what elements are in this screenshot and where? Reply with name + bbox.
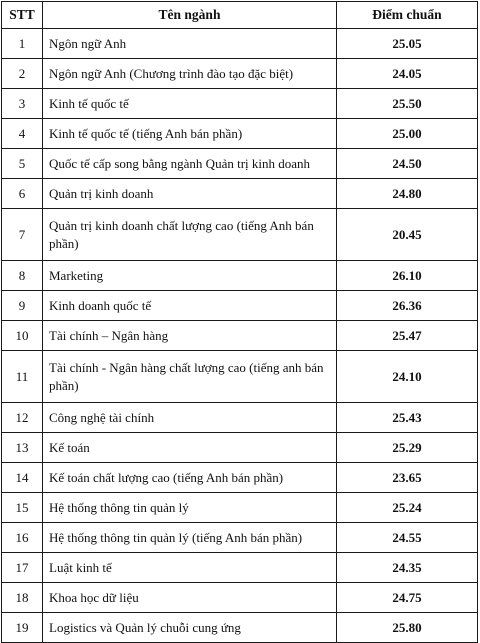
row-major-name: Kinh tế quốc tế [43, 89, 337, 119]
row-major-name: Công nghệ tài chính [43, 403, 337, 433]
row-score: 25.43 [337, 403, 478, 433]
row-major-name: Kế toán [43, 433, 337, 463]
row-score: 20.45 [337, 209, 478, 261]
row-major-name: Kế toán chất lượng cao (tiếng Anh bán phần) [43, 463, 337, 493]
row-major-name: Ngôn ngữ Anh [43, 29, 337, 59]
row-stt: 15 [2, 493, 43, 523]
table-row [2, 433, 478, 463]
row-score: 26.10 [337, 261, 478, 291]
row-stt: 19 [2, 613, 43, 643]
table-row [2, 119, 478, 149]
row-stt: 5 [2, 149, 43, 179]
row-major-name: Marketing [43, 261, 337, 291]
row-score: 24.50 [337, 149, 478, 179]
row-score: 25.24 [337, 493, 478, 523]
row-major-name: Khoa học dữ liệu [43, 583, 337, 613]
row-stt: 2 [2, 59, 43, 89]
row-major-name: Ngôn ngữ Anh (Chương trình đào tạo đặc biệt) [43, 59, 337, 89]
row-stt: 16 [2, 523, 43, 553]
row-score: 23.65 [337, 463, 478, 493]
table-row [2, 351, 478, 403]
row-major-name: Kinh doanh quốc tế [43, 291, 337, 321]
row-stt: 12 [2, 403, 43, 433]
row-stt: 3 [2, 89, 43, 119]
header-row [2, 2, 478, 29]
table-row [2, 523, 478, 553]
row-score: 25.29 [337, 433, 478, 463]
row-stt: 4 [2, 119, 43, 149]
row-stt: 7 [2, 209, 43, 261]
row-stt: 1 [2, 29, 43, 59]
row-score: 24.10 [337, 351, 478, 403]
row-score: 25.05 [337, 29, 478, 59]
row-stt: 17 [2, 553, 43, 583]
table-row [2, 583, 478, 613]
table-row [2, 403, 478, 433]
table-row [2, 613, 478, 643]
row-stt: 14 [2, 463, 43, 493]
table-row [2, 553, 478, 583]
row-score: 25.80 [337, 613, 478, 643]
row-major-name: Quản trị kinh doanh [43, 179, 337, 209]
header-major-name: Tên ngành [43, 2, 337, 29]
row-score: 24.35 [337, 553, 478, 583]
row-major-name: Hệ thống thông tin quản lý (tiếng Anh bán phần) [43, 523, 337, 553]
table-row [2, 209, 478, 261]
row-score: 24.75 [337, 583, 478, 613]
table-row [2, 29, 478, 59]
row-stt: 11 [2, 351, 43, 403]
header-score: Điểm chuẩn [337, 2, 478, 29]
table-row [2, 321, 478, 351]
row-score: 24.05 [337, 59, 478, 89]
row-stt: 10 [2, 321, 43, 351]
row-score: 25.47 [337, 321, 478, 351]
table-row [2, 261, 478, 291]
row-stt: 9 [2, 291, 43, 321]
row-major-name: Kinh tế quốc tế (tiếng Anh bán phần) [43, 119, 337, 149]
table-row [2, 291, 478, 321]
row-major-name: Tài chính – Ngân hàng [43, 321, 337, 351]
admission-score-table [1, 1, 478, 643]
table-row [2, 149, 478, 179]
row-score: 25.00 [337, 119, 478, 149]
row-major-name: Logistics và Quản lý chuỗi cung ứng [43, 613, 337, 643]
header-stt: STT [2, 2, 43, 29]
row-stt: 18 [2, 583, 43, 613]
row-major-name: Hệ thống thông tin quản lý [43, 493, 337, 523]
row-score: 26.36 [337, 291, 478, 321]
row-major-name: Luật kinh tế [43, 553, 337, 583]
table-row [2, 89, 478, 119]
row-major-name: Tài chính - Ngân hàng chất lượng cao (tiếng anh bán phần) [43, 351, 337, 403]
row-major-name: Quốc tế cấp song bằng ngành Quản trị kinh doanh [43, 149, 337, 179]
row-stt: 6 [2, 179, 43, 209]
row-major-name: Quản trị kinh doanh chất lượng cao (tiếng Anh bán phần) [43, 209, 337, 261]
row-score: 24.80 [337, 179, 478, 209]
row-score: 25.50 [337, 89, 478, 119]
row-stt: 8 [2, 261, 43, 291]
row-stt: 13 [2, 433, 43, 463]
table-row [2, 179, 478, 209]
table-row [2, 493, 478, 523]
table-row [2, 59, 478, 89]
table-row [2, 463, 478, 493]
row-score: 24.55 [337, 523, 478, 553]
